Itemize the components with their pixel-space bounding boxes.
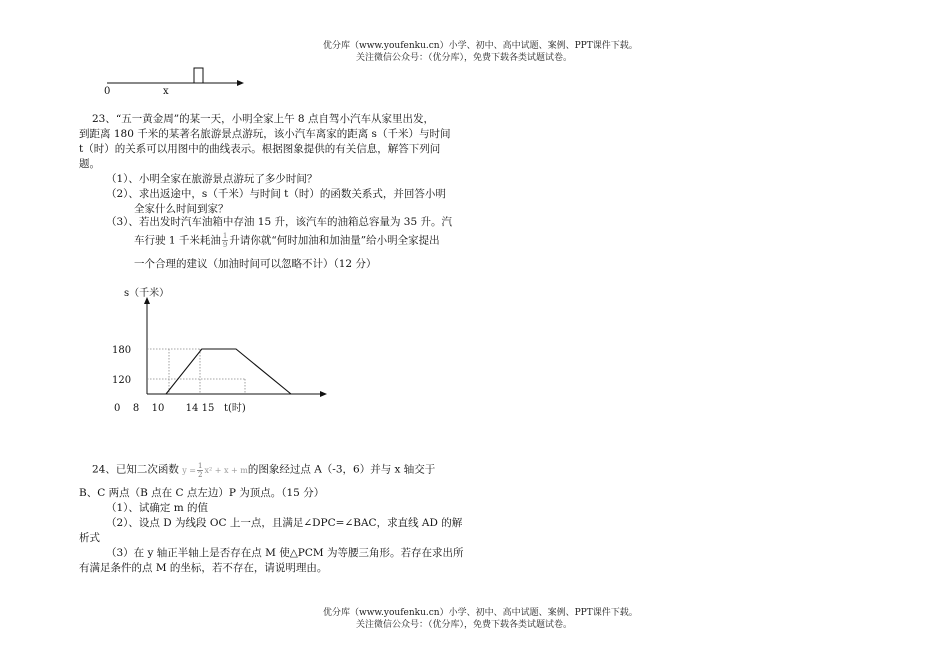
y-tick-120: 120 <box>112 375 132 386</box>
x-tick-14: 14 <box>185 403 199 414</box>
footer-line-2: 关注微信公众号：（优分库），免费下载各类试题试卷。 <box>356 620 573 630</box>
q24-sub-3b: 有满足条件的点 M 的坐标，若不存在，请说明理由。 <box>79 562 328 574</box>
q23-line-4: 题。 <box>79 158 100 170</box>
distance-time-chart <box>100 282 340 422</box>
formula-fraction <box>197 462 203 479</box>
fraction-numerator: 1 <box>222 232 228 240</box>
x-tick-10: 10 <box>151 403 165 414</box>
header-line-2: 关注微信公众号：（优分库），免费下载各类试题试卷。 <box>356 53 573 63</box>
x-tick-8: 8 <box>132 403 140 414</box>
q23-sub-2a: （2）、求出返途中，s（千米）与时间 t（时）的函数关系式，并回答小明 <box>106 188 446 200</box>
header-line-1: 优分库（www.youfenku.cn）小学、初中、高中试题、案例、PPT课件下载。 <box>323 41 638 51</box>
y-tick-180: 180 <box>112 345 132 356</box>
x-tick-15: 15 <box>201 403 215 414</box>
q23-sub-3a: （3）、若出发时汽车油箱中存油 15 升，该汽车的油箱总容量为 35 升。汽 <box>106 216 453 228</box>
number-line-x-label: x <box>163 86 169 97</box>
q23-line-2: 到距离 180 千米的某著名旅游景点游玩，该小汽车离家的距离 s（千米）与时间 <box>79 128 451 140</box>
q23-sub-3b-post: 升请你就“何时加油和加油量”给小明全家提出 <box>229 234 440 247</box>
q24-sub-2a: （2）、设点 D 为线段 OC 上一点，且满足∠DPC=∠BAC，求直线 AD 的解 <box>106 517 463 529</box>
formula-numerator: 1 <box>197 462 203 470</box>
q24-line-1-post: 的图象经过点 A（-3，6）并与 x 轴交于 <box>247 463 436 476</box>
formula-denominator: 2 <box>197 471 203 479</box>
formula-rest: x² + x + m <box>204 465 248 475</box>
fraction-denominator: 9 <box>222 241 228 249</box>
number-line <box>95 62 255 98</box>
q24-sub-1: （1）、试确定 m 的值 <box>106 502 209 514</box>
x-axis-arrow <box>320 391 327 397</box>
q24-sub-3a: （3）在 y 轴正半轴上是否存在点 M 使△PCM 为等腰三角形。若存在求出所 <box>106 547 464 559</box>
q24-formula <box>182 462 248 479</box>
y-axis-label: s（千米） <box>124 288 170 299</box>
q24-sub-2b: 析式 <box>79 532 100 544</box>
q24-line-2: B、C 两点（B 点在 C 点左边）P 为顶点。（15 分） <box>79 487 325 499</box>
origin-label: 0 <box>114 403 121 414</box>
q23-sub-3b <box>134 232 440 249</box>
q23-line-1: 23、“五一黄金周”的某一天，小明全家上午 8 点自驾小汽车从家里出发， <box>92 113 434 125</box>
fraction-one-ninth <box>222 232 228 249</box>
q24-line-1-pre: 24、已知二次函数 <box>92 463 179 476</box>
q24-line-1 <box>92 462 435 479</box>
q23-sub-1: （1）、小明全家在旅游景点游玩了多少时间？ <box>106 173 318 185</box>
x-axis-label: t(时) <box>224 403 246 414</box>
q23-sub-2b: 全家什么时间到家？ <box>134 203 229 215</box>
footer-line-1: 优分库（www.youfenku.cn）小学、初中、高中试题、案例、PPT课件下载。 <box>323 608 638 618</box>
number-line-box <box>194 68 203 83</box>
formula-y: y = <box>182 465 196 475</box>
q23-line-3: t（时）的关系可以用图中的曲线表示。根据图象提供的有关信息，解答下列问 <box>79 143 441 155</box>
q23-sub-3b-pre: 车行驶 1 千米耗油 <box>134 234 221 247</box>
series-line <box>166 349 291 394</box>
number-line-origin: 0 <box>104 86 111 97</box>
q23-sub-3c: 一个合理的建议（加油时间可以忽略不计）（12 分） <box>134 258 377 270</box>
